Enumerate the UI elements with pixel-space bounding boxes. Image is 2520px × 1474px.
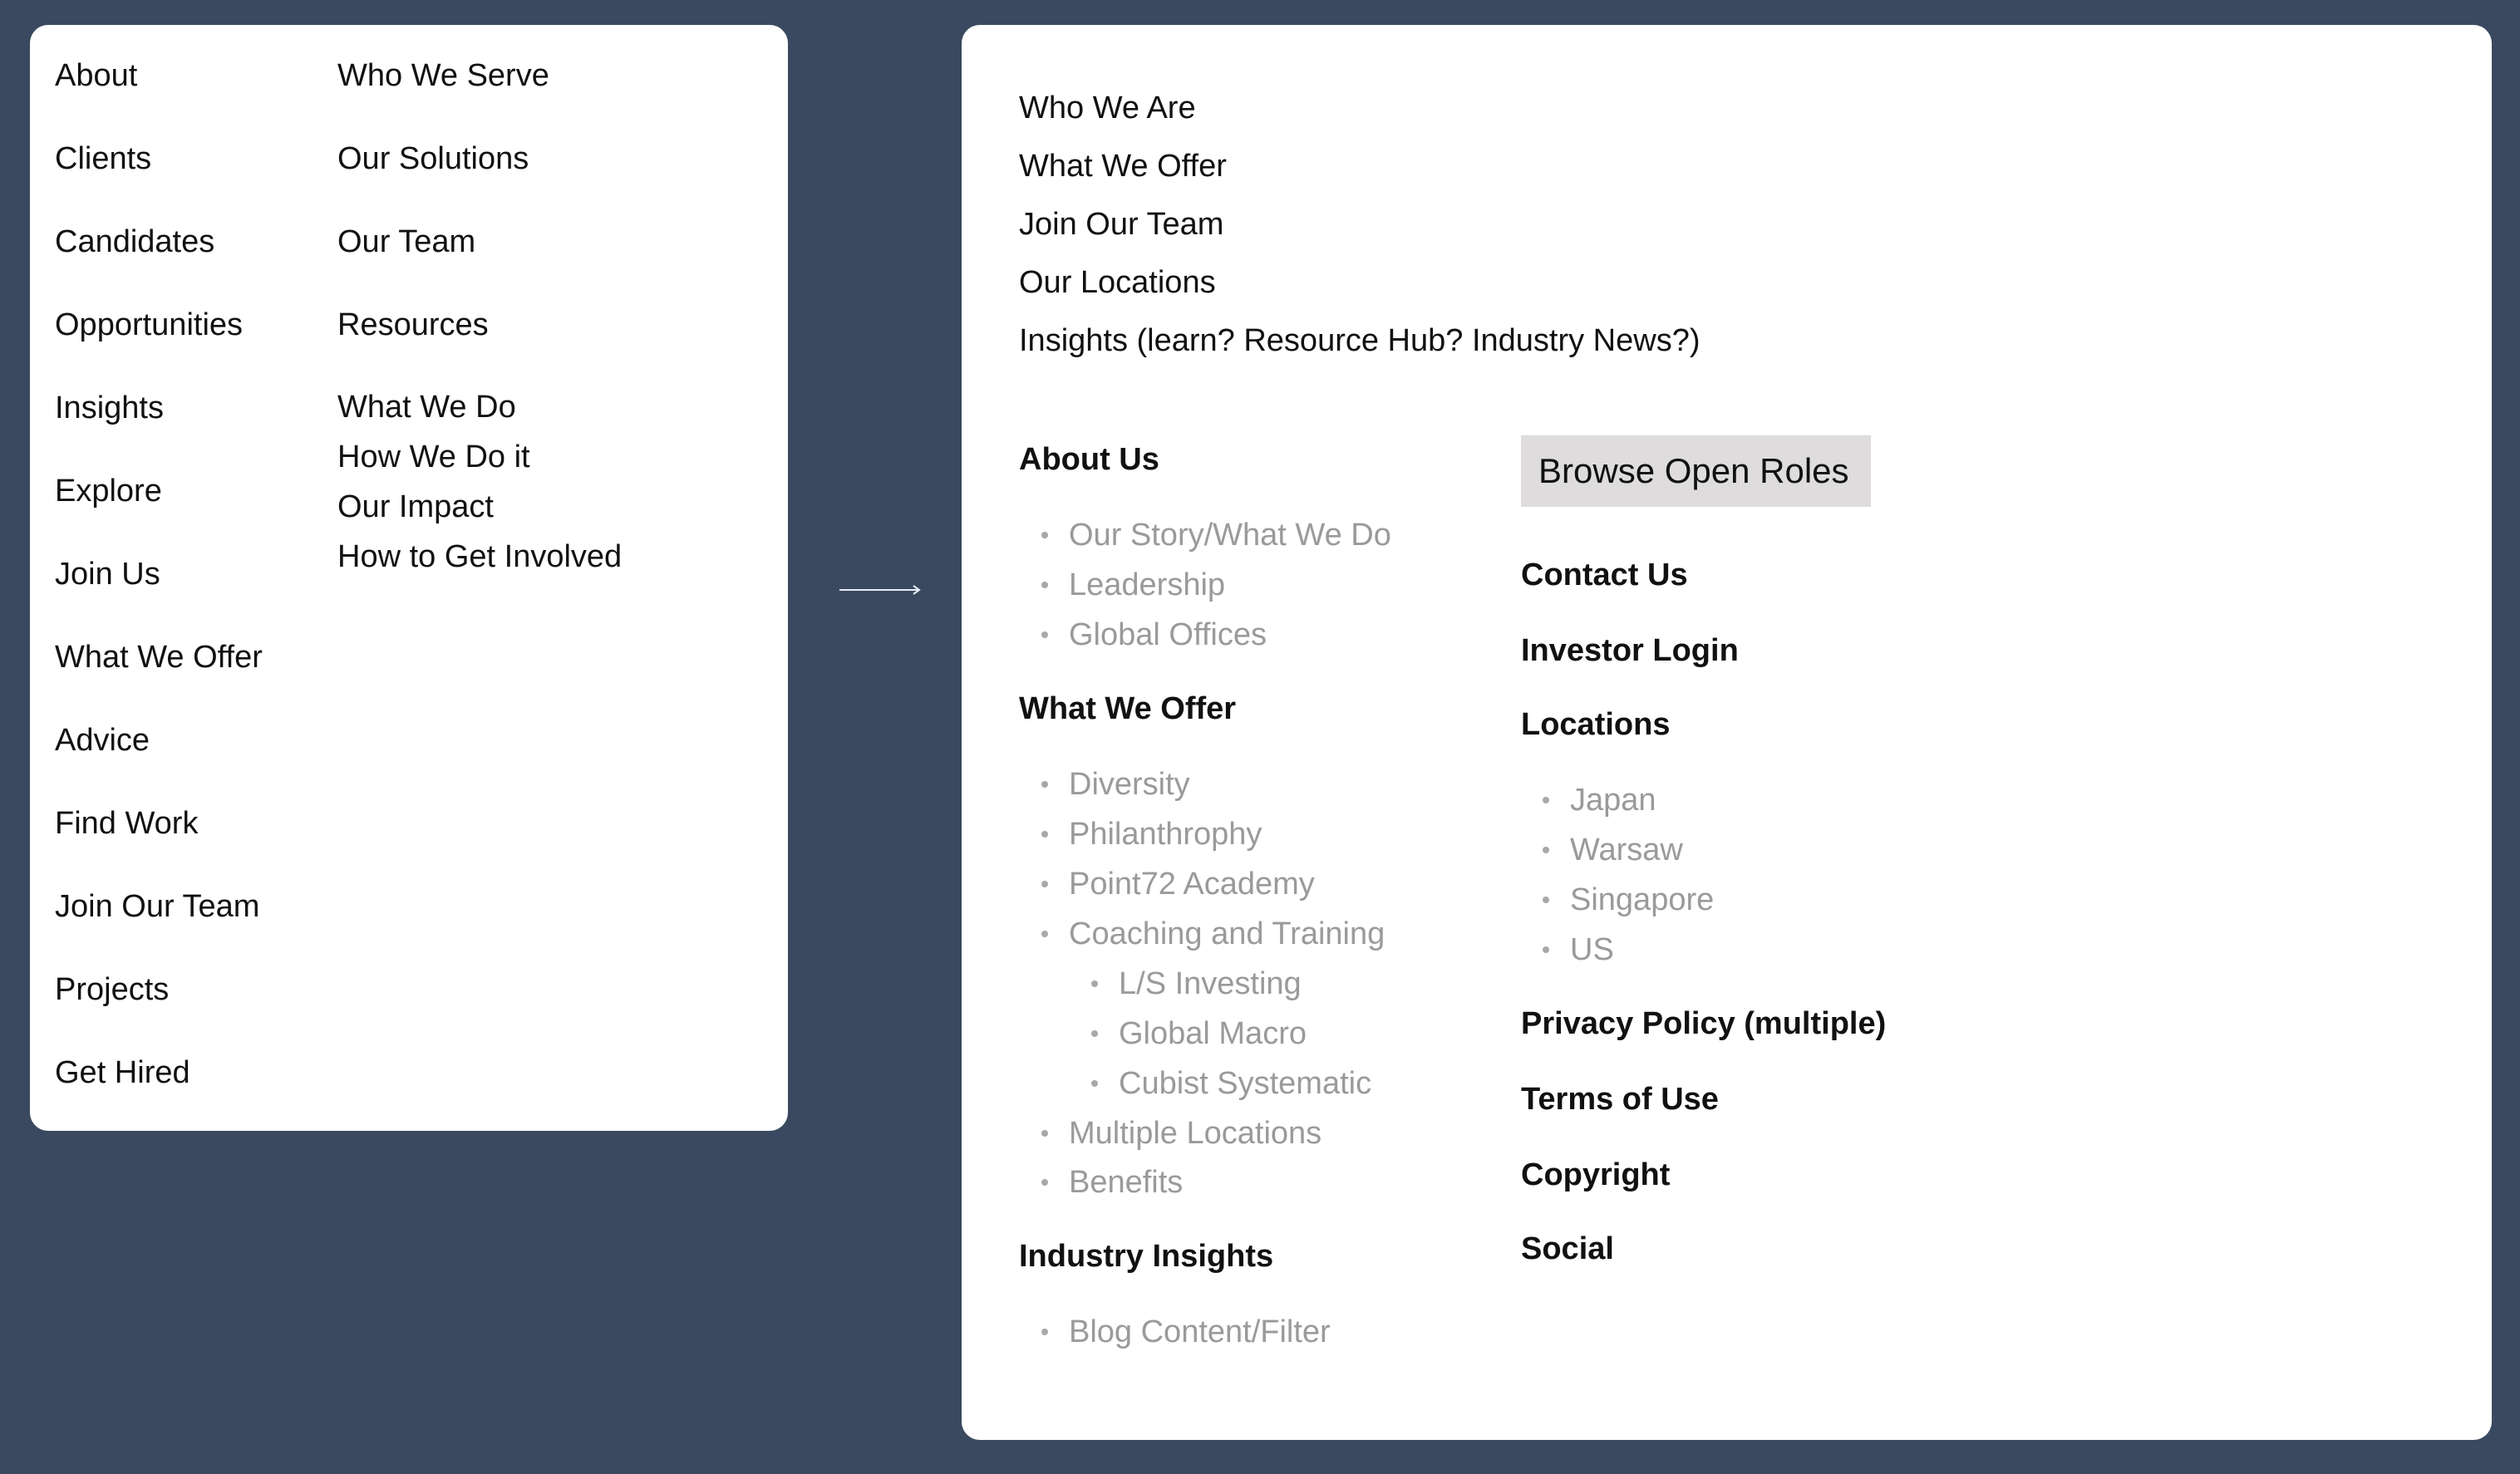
current-nav-item: Join Us [55,557,160,592]
current-nav-subitem: Resources [337,307,489,342]
bullet-icon [1041,831,1048,838]
bullet-icon [1041,881,1048,887]
current-nav-subitem: How to Get Involved [337,539,623,574]
arrow-right-icon [839,584,921,596]
section-link[interactable]: Diversity [1069,767,1190,802]
section-link[interactable]: Our Story/What We Do [1069,518,1391,553]
section-sublink[interactable]: Cubist Systematic [1119,1066,1372,1101]
location-link[interactable]: Japan [1570,783,1656,818]
bullet-icon [1091,1080,1098,1087]
section-link[interactable]: Global Offices [1069,617,1267,652]
current-nav-item: What We Offer [55,640,263,675]
footer-link[interactable]: Copyright [1521,1157,1671,1192]
bullet-icon [1091,980,1098,987]
footer-link[interactable]: Social [1521,1231,1614,1266]
bullet-icon [1543,847,1549,853]
current-nav-item: Candidates [55,224,215,259]
current-nav-item: Advice [55,723,150,758]
top-nav-item[interactable]: Insights (learn? Resource Hub? Industry News?) [1019,323,1701,358]
section-link[interactable]: Benefits [1069,1165,1184,1200]
bullet-icon [1091,1030,1098,1037]
current-nav-subitem: Our Solutions [337,141,529,176]
top-nav-item[interactable]: What We Offer [1019,149,1227,184]
section-link[interactable]: Philanthrophy [1069,817,1262,852]
current-nav-subitem: What We Do [337,390,516,425]
location-link[interactable]: Singapore [1570,882,1715,917]
browse-open-roles-button[interactable]: Browse Open Roles [1521,435,1871,507]
bullet-icon [1041,931,1048,937]
current-nav-subitem: Who We Serve [337,58,549,93]
current-nav-item: Join Our Team [55,889,260,924]
location-link[interactable]: Warsaw [1570,833,1683,867]
current-nav-subitem: How We Do it [337,440,530,474]
current-nav-item: Insights [55,391,164,425]
current-nav-item: Opportunities [55,307,244,342]
bullet-icon [1041,781,1048,788]
location-link[interactable]: US [1570,932,1614,967]
bullet-icon [1041,532,1048,538]
bullet-icon [1041,1329,1048,1335]
current-nav-item: Clients [55,141,152,176]
footer-link[interactable]: Privacy Policy (multiple) [1521,1006,1887,1041]
bullet-icon [1041,631,1048,638]
footer-link[interactable]: Terms of Use [1521,1082,1719,1117]
bullet-icon [1543,797,1549,803]
bullet-icon [1543,946,1549,953]
current-nav-item: Explore [55,474,162,509]
bullet-icon [1041,582,1048,588]
section-link[interactable]: Point72 Academy [1069,867,1315,902]
bullet-icon [1041,1179,1048,1186]
section-sublink[interactable]: L/S Investing [1119,966,1302,1001]
current-nav-item: Find Work [55,806,199,841]
current-nav-subitem: Our Impact [337,489,494,524]
top-nav-item[interactable]: Our Locations [1019,265,1216,300]
current-nav-subitem: Our Team [337,224,476,259]
bullet-icon [1543,897,1549,903]
current-nav-item: Projects [55,972,170,1007]
footer-link[interactable]: Investor Login [1521,633,1739,668]
top-nav-item[interactable]: Who We Are [1019,91,1196,125]
top-nav-item[interactable]: Join Our Team [1019,207,1224,242]
section-link[interactable]: Blog Content/Filter [1069,1314,1331,1349]
section-heading: Industry Insights [1019,1239,1274,1274]
bullet-icon [1041,1130,1048,1137]
current-nav-item: Get Hired [55,1055,190,1090]
section-link[interactable]: Leadership [1069,567,1226,602]
section-link[interactable]: Multiple Locations [1069,1116,1322,1151]
section-link[interactable]: Coaching and Training [1069,916,1386,951]
section-heading: About Us [1019,442,1159,477]
section-sublink[interactable]: Global Macro [1119,1016,1307,1051]
section-heading: What We Offer [1019,691,1237,726]
current-nav-item: About [55,58,138,93]
footer-link[interactable]: Contact Us [1521,558,1688,592]
footer-link[interactable]: Locations [1521,707,1671,742]
